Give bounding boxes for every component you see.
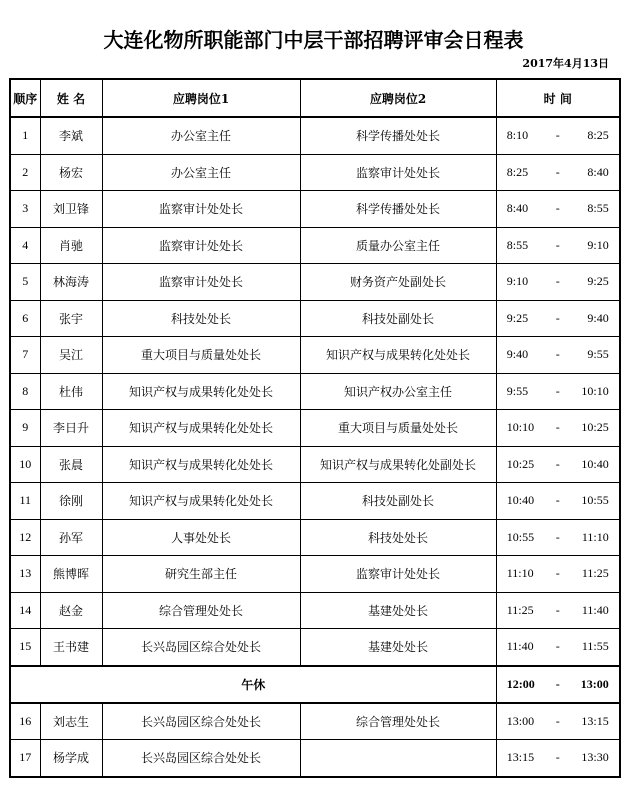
applicant-name: 杨宏: [40, 154, 102, 191]
time-dash: -: [555, 128, 560, 143]
row-number: 6: [10, 300, 40, 337]
time-end: 9:25: [587, 274, 609, 289]
position2-cell: 监察审计处处长: [300, 154, 496, 191]
time-start: 13:15: [506, 750, 535, 765]
position2-cell: 科学传播处处长: [300, 191, 496, 228]
time-dash: -: [555, 602, 560, 617]
time-end: 10:10: [581, 383, 609, 398]
document-title: 大连化物所职能部门中层干部招聘评审会日程表: [103, 28, 524, 52]
applicant-name: 杜伟: [40, 373, 102, 410]
time-start: 10:55: [506, 529, 535, 544]
applicant-name: 林海涛: [40, 264, 102, 301]
table-row: [10, 446, 620, 483]
schedule-table: [9, 78, 621, 778]
position2-cell: [300, 740, 496, 777]
header-row: [10, 79, 620, 117]
header-order: 顺序: [10, 79, 40, 117]
applicant-name: 吴江: [40, 337, 102, 374]
time-start: 8:10: [506, 128, 529, 143]
position1-cell: 人事处处长: [102, 519, 300, 556]
time-dash: -: [555, 347, 560, 362]
time-start: 10:25: [506, 456, 535, 471]
time-cell: [496, 373, 620, 410]
row-number: 9: [10, 410, 40, 447]
table-row: [10, 519, 620, 556]
applicant-name: 杨学成: [40, 740, 102, 777]
row-number: 10: [10, 446, 40, 483]
applicant-name: 张宇: [40, 300, 102, 337]
time-cell: [496, 264, 620, 301]
table-body: [10, 117, 620, 777]
row-number: 17: [10, 740, 40, 777]
lunch-break-time: [496, 666, 620, 703]
time-start: 11:40: [506, 639, 534, 654]
position2-cell: 监察审计处处长: [300, 556, 496, 593]
table-row: [10, 592, 620, 629]
header-position1: 应聘岗位1: [102, 79, 300, 117]
time-end: 8:40: [587, 164, 609, 179]
applicant-name: 张晨: [40, 446, 102, 483]
table-row: [10, 227, 620, 264]
table-row: [10, 373, 620, 410]
time-cell: [496, 300, 620, 337]
time-end: 9:40: [587, 310, 609, 325]
position2-cell: 知识产权与成果转化处处长: [300, 337, 496, 374]
table-header: [10, 79, 620, 117]
time-dash: -: [555, 237, 560, 252]
row-number: 12: [10, 519, 40, 556]
time-cell: [496, 410, 620, 447]
position1-cell: 知识产权与成果转化处处长: [102, 483, 300, 520]
time-start: 8:25: [506, 164, 529, 179]
position2-cell: 科技处副处长: [300, 483, 496, 520]
time-cell: [496, 629, 620, 666]
time-start: 11:25: [506, 602, 534, 617]
time-dash: -: [555, 676, 560, 691]
position2-cell: 基建处处长: [300, 592, 496, 629]
time-cell: [496, 227, 620, 264]
position1-cell: 重大项目与质量处处长: [102, 337, 300, 374]
row-number: 4: [10, 227, 40, 264]
time-dash: -: [555, 566, 560, 581]
position2-cell: 重大项目与质量处处长: [300, 410, 496, 447]
row-number: 14: [10, 592, 40, 629]
applicant-name: 李斌: [40, 117, 102, 154]
row-number: 13: [10, 556, 40, 593]
position2-cell: 科技处副处长: [300, 300, 496, 337]
time-start: 13:00: [506, 713, 535, 728]
time-cell: [496, 337, 620, 374]
time-end: 10:55: [581, 493, 609, 508]
time-dash: -: [555, 274, 560, 289]
time-dash: -: [555, 750, 560, 765]
time-dash: -: [555, 529, 560, 544]
table-row: [10, 556, 620, 593]
time-dash: -: [555, 713, 560, 728]
position2-cell: 综合管理处处长: [300, 703, 496, 740]
table-row: [10, 264, 620, 301]
row-number: 15: [10, 629, 40, 666]
row-number: 3: [10, 191, 40, 228]
position2-cell: 基建处处长: [300, 629, 496, 666]
time-end: 8:55: [587, 201, 609, 216]
time-cell: [496, 519, 620, 556]
position1-cell: 长兴岛园区综合处处长: [102, 629, 300, 666]
document-date: 2017年4月13日: [522, 57, 609, 70]
time-end: 11:40: [581, 602, 609, 617]
position1-cell: 综合管理处处长: [102, 592, 300, 629]
table-row: [10, 154, 620, 191]
applicant-name: 孙军: [40, 519, 102, 556]
position1-cell: 监察审计处处长: [102, 264, 300, 301]
position1-cell: 长兴岛园区综合处处长: [102, 740, 300, 777]
time-end: 10:25: [581, 420, 609, 435]
time-cell: [496, 703, 620, 740]
time-cell: [496, 446, 620, 483]
row-number: 2: [10, 154, 40, 191]
position1-cell: 长兴岛园区综合处处长: [102, 703, 300, 740]
position1-cell: 监察审计处处长: [102, 191, 300, 228]
table-row: [10, 483, 620, 520]
time-start: 11:10: [506, 566, 534, 581]
time-start: 10:10: [506, 420, 535, 435]
time-start: 10:40: [506, 493, 535, 508]
time-dash: -: [555, 383, 560, 398]
table-row: [10, 703, 620, 740]
applicant-name: 熊博晖: [40, 556, 102, 593]
time-start: 9:10: [506, 274, 529, 289]
applicant-name: 徐刚: [40, 483, 102, 520]
time-start: 8:40: [506, 201, 529, 216]
position2-cell: 质量办公室主任: [300, 227, 496, 264]
time-end: 11:25: [581, 566, 609, 581]
time-dash: -: [555, 420, 560, 435]
position1-cell: 办公室主任: [102, 154, 300, 191]
time-cell: [496, 117, 620, 154]
time-cell: [496, 556, 620, 593]
table-row: [10, 410, 620, 447]
applicant-name: 李日升: [40, 410, 102, 447]
applicant-name: 刘志生: [40, 703, 102, 740]
lunch-break-row: [10, 666, 620, 703]
position1-cell: 知识产权与成果转化处处长: [102, 446, 300, 483]
time-cell: [496, 592, 620, 629]
lunch-break-label: 午休: [10, 666, 496, 703]
row-number: 5: [10, 264, 40, 301]
applicant-name: 肖驰: [40, 227, 102, 264]
header-position2: 应聘岗位2: [300, 79, 496, 117]
applicant-name: 赵金: [40, 592, 102, 629]
time-dash: -: [555, 493, 560, 508]
applicant-name: 王书建: [40, 629, 102, 666]
time-end: 9:10: [587, 237, 609, 252]
row-number: 16: [10, 703, 40, 740]
position1-cell: 监察审计处处长: [102, 227, 300, 264]
position2-cell: 财务资产处副处长: [300, 264, 496, 301]
time-dash: -: [555, 164, 560, 179]
position1-cell: 科技处处长: [102, 300, 300, 337]
time-start: 9:25: [506, 310, 529, 325]
time-end: 10:40: [581, 456, 609, 471]
time-end: 13:00: [580, 676, 609, 691]
position2-cell: 科学传播处处长: [300, 117, 496, 154]
row-number: 11: [10, 483, 40, 520]
table-row: [10, 117, 620, 154]
time-start: 9:40: [506, 347, 529, 362]
time-dash: -: [555, 310, 560, 325]
table-row: [10, 740, 620, 777]
time-cell: [496, 483, 620, 520]
row-number: 1: [10, 117, 40, 154]
time-end: 11:10: [581, 529, 609, 544]
time-end: 13:30: [581, 750, 609, 765]
position1-cell: 知识产权与成果转化处处长: [102, 373, 300, 410]
position1-cell: 办公室主任: [102, 117, 300, 154]
position2-cell: 知识产权办公室主任: [300, 373, 496, 410]
header-name: 姓 名: [40, 79, 102, 117]
time-end: 11:55: [581, 639, 609, 654]
table-row: [10, 191, 620, 228]
time-end: 8:25: [587, 128, 609, 143]
position1-cell: 知识产权与成果转化处处长: [102, 410, 300, 447]
position2-cell: 知识产权与成果转化处副处长: [300, 446, 496, 483]
time-dash: -: [555, 201, 560, 216]
time-dash: -: [555, 639, 560, 654]
position1-cell: 研究生部主任: [102, 556, 300, 593]
table-row: [10, 629, 620, 666]
time-start: 8:55: [506, 237, 529, 252]
table-row: [10, 300, 620, 337]
time-cell: [496, 740, 620, 777]
time-end: 13:15: [581, 713, 609, 728]
header-time: 时 间: [496, 79, 620, 117]
table-row: [10, 337, 620, 374]
time-dash: -: [555, 456, 560, 471]
time-end: 9:55: [587, 347, 609, 362]
row-number: 8: [10, 373, 40, 410]
position2-cell: 科技处处长: [300, 519, 496, 556]
applicant-name: 刘卫锋: [40, 191, 102, 228]
row-number: 7: [10, 337, 40, 374]
time-start: 12:00: [506, 676, 535, 691]
time-cell: [496, 154, 620, 191]
time-cell: [496, 191, 620, 228]
time-start: 9:55: [506, 383, 529, 398]
